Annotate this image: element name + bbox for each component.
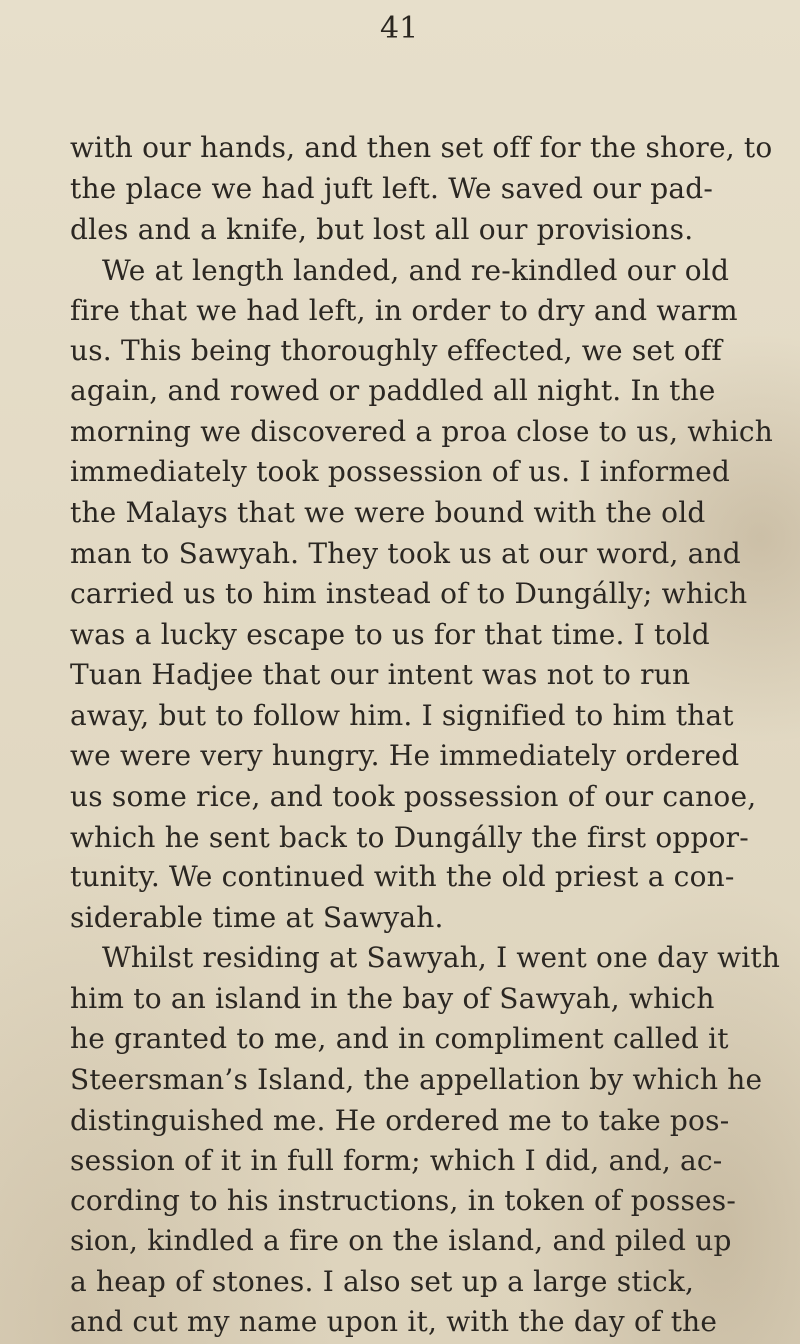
text-line: Whilst residing at Sawyah, I went one day with <box>102 941 781 975</box>
text-line: and cut my name upon it, with the day of the <box>70 1305 718 1338</box>
text-line: he granted to me, and in compliment called it <box>70 1021 729 1055</box>
text-line: was a lucky escape to us for that time. I told <box>70 618 710 652</box>
text-line: fire that we had left, in order to dry and warm <box>70 294 738 328</box>
text-line: us some rice, and took possession of our canoe, <box>70 779 757 813</box>
text-line: Tuan Hadjee that our intent was not to run <box>70 658 691 692</box>
text-line: us. This being thoroughly effected, we set off <box>70 334 722 368</box>
text-line: man to Sawyah. They took us at our word, and <box>70 536 741 570</box>
text-line: away, but to follow him. I signified to him that <box>70 698 734 732</box>
text-line: siderable time at Sawyah. <box>70 901 444 935</box>
text-line: carried us to him instead of to Dungálly; which <box>70 577 748 611</box>
text-line: which he sent back to Dungálly the first oppor- <box>70 820 749 854</box>
text-line: him to an island in the bay of Sawyah, which <box>70 982 715 1015</box>
text-line: distinguished me. He ordered me to take pos- <box>70 1103 730 1137</box>
text-line: with our hands, and then set off for the shore, to <box>70 131 773 164</box>
text-line: dles and a knife, but lost all our provisions. <box>70 212 694 246</box>
text-line: again, and rowed or paddled all night. In the <box>70 374 716 408</box>
text-line: session of it in full form; which I did, and, ac- <box>70 1143 723 1177</box>
text-line: we were very hungry. He immediately ordered <box>70 738 740 772</box>
text-line: the Malays that we were bound with the old <box>70 495 706 529</box>
text-line: morning we discovered a proa close to us, which <box>70 415 774 448</box>
text-line: a heap of stones. I also set up a large stick, <box>70 1265 695 1299</box>
text-line: Steersman’s Island, the appellation by which he <box>70 1062 763 1096</box>
text-line: the place we had juft left. We saved our pad- <box>70 171 714 205</box>
page-number: 41 <box>380 11 419 46</box>
text-line: We at length landed, and re-kindled our old <box>102 253 730 287</box>
text-line: cording to his instructions, in token of posses- <box>70 1184 737 1218</box>
text-line: sion, kindled a fire on the island, and piled up <box>70 1224 732 1258</box>
text-line: tunity. We continued with the old priest a con- <box>70 860 735 894</box>
text-line: immediately took possession of us. I informed <box>70 454 731 488</box>
